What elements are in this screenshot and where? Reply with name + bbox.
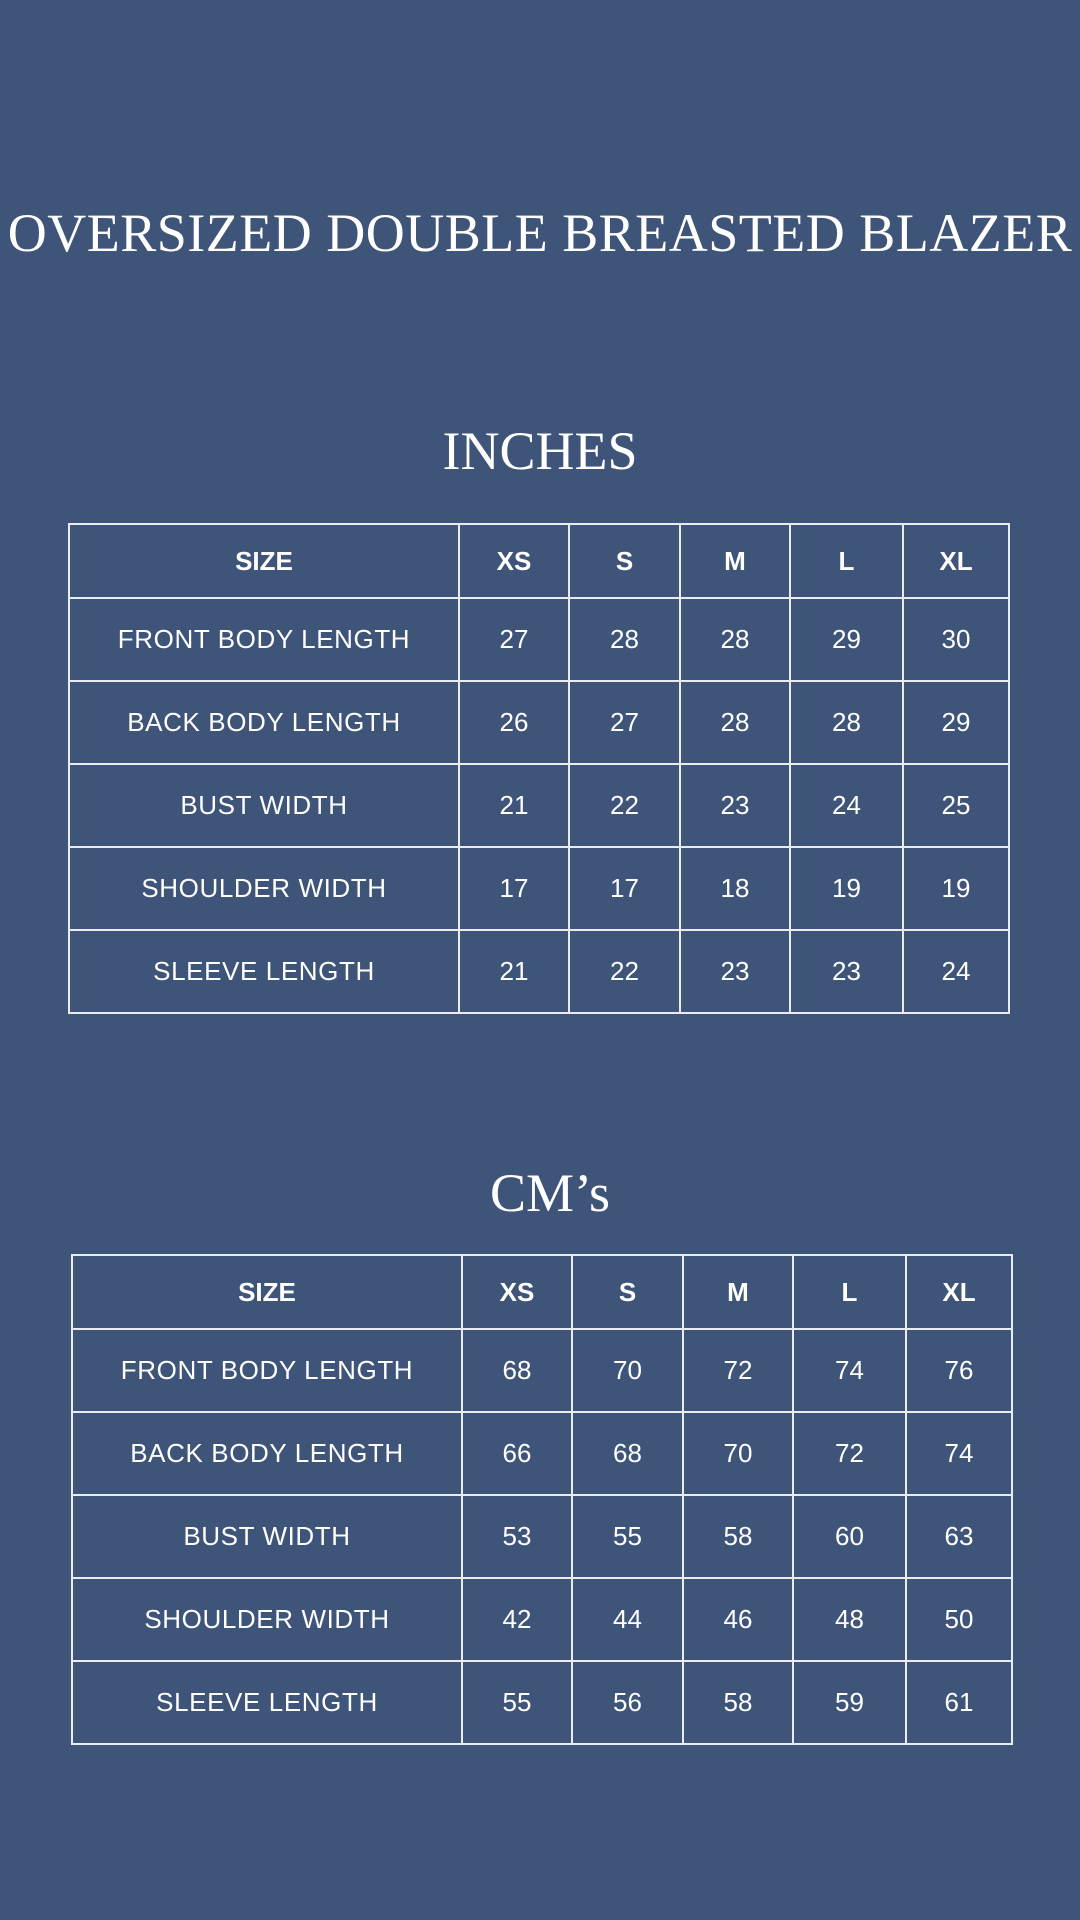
cell-value: 58: [683, 1495, 793, 1578]
cell-value: 58: [683, 1661, 793, 1744]
cell-value: 22: [569, 930, 680, 1013]
header-xs: XS: [459, 524, 569, 598]
header-s: S: [569, 524, 680, 598]
cell-value: 28: [790, 681, 903, 764]
cell-value: 76: [906, 1329, 1012, 1412]
cell-value: 23: [680, 764, 790, 847]
cell-value: 28: [569, 598, 680, 681]
table-row: [72, 1661, 1012, 1744]
header-s: S: [572, 1255, 683, 1329]
table-header-row: [69, 524, 1009, 598]
cell-value: 29: [790, 598, 903, 681]
row-label: FRONT BODY LENGTH: [72, 1329, 462, 1412]
cell-value: 19: [790, 847, 903, 930]
table-row: [69, 930, 1009, 1013]
row-label: SLEEVE LENGTH: [69, 930, 459, 1013]
table-row: [72, 1578, 1012, 1661]
cell-value: 30: [903, 598, 1009, 681]
cell-value: 27: [569, 681, 680, 764]
table-row: [72, 1412, 1012, 1495]
row-label: BUST WIDTH: [69, 764, 459, 847]
cell-value: 66: [462, 1412, 572, 1495]
cell-value: 46: [683, 1578, 793, 1661]
header-l: L: [793, 1255, 906, 1329]
cell-value: 72: [793, 1412, 906, 1495]
inches-size-table: [68, 523, 1010, 1014]
cell-value: 24: [790, 764, 903, 847]
cell-value: 70: [683, 1412, 793, 1495]
cms-size-table: [71, 1254, 1013, 1745]
cell-value: 74: [906, 1412, 1012, 1495]
row-label: SLEEVE LENGTH: [72, 1661, 462, 1744]
cell-value: 63: [906, 1495, 1012, 1578]
cell-value: 61: [906, 1661, 1012, 1744]
cell-value: 70: [572, 1329, 683, 1412]
cell-value: 42: [462, 1578, 572, 1661]
cell-value: 23: [680, 930, 790, 1013]
table-row: [72, 1329, 1012, 1412]
table-row: [69, 598, 1009, 681]
page-title: OVERSIZED DOUBLE BREASTED BLAZER: [7, 203, 1073, 263]
cell-value: 26: [459, 681, 569, 764]
cell-value: 68: [572, 1412, 683, 1495]
cell-value: 18: [680, 847, 790, 930]
cell-value: 17: [459, 847, 569, 930]
row-label: SHOULDER WIDTH: [72, 1578, 462, 1661]
header-size: SIZE: [69, 524, 459, 598]
cms-heading: CM’s: [489, 1163, 611, 1223]
row-label: BACK BODY LENGTH: [69, 681, 459, 764]
inches-heading: INCHES: [442, 421, 638, 481]
cell-value: 55: [572, 1495, 683, 1578]
cell-value: 23: [790, 930, 903, 1013]
header-m: M: [680, 524, 790, 598]
row-label: BACK BODY LENGTH: [72, 1412, 462, 1495]
cell-value: 21: [459, 930, 569, 1013]
cell-value: 28: [680, 681, 790, 764]
row-label: FRONT BODY LENGTH: [69, 598, 459, 681]
cell-value: 48: [793, 1578, 906, 1661]
header-m: M: [683, 1255, 793, 1329]
header-xs: XS: [462, 1255, 572, 1329]
header-size: SIZE: [72, 1255, 462, 1329]
table-row: [69, 681, 1009, 764]
cell-value: 25: [903, 764, 1009, 847]
cell-value: 74: [793, 1329, 906, 1412]
cell-value: 50: [906, 1578, 1012, 1661]
cell-value: 60: [793, 1495, 906, 1578]
cell-value: 56: [572, 1661, 683, 1744]
header-xl: XL: [903, 524, 1009, 598]
cell-value: 44: [572, 1578, 683, 1661]
cell-value: 72: [683, 1329, 793, 1412]
cell-value: 53: [462, 1495, 572, 1578]
row-label: SHOULDER WIDTH: [69, 847, 459, 930]
cell-value: 19: [903, 847, 1009, 930]
cell-value: 28: [680, 598, 790, 681]
table-row: [69, 764, 1009, 847]
cell-value: 27: [459, 598, 569, 681]
cell-value: 17: [569, 847, 680, 930]
cell-value: 55: [462, 1661, 572, 1744]
cell-value: 21: [459, 764, 569, 847]
header-xl: XL: [906, 1255, 1012, 1329]
cell-value: 59: [793, 1661, 906, 1744]
row-label: BUST WIDTH: [72, 1495, 462, 1578]
table-header-row: [72, 1255, 1012, 1329]
table-row: [72, 1495, 1012, 1578]
header-l: L: [790, 524, 903, 598]
cell-value: 68: [462, 1329, 572, 1412]
table-row: [69, 847, 1009, 930]
cell-value: 29: [903, 681, 1009, 764]
cell-value: 24: [903, 930, 1009, 1013]
cell-value: 22: [569, 764, 680, 847]
